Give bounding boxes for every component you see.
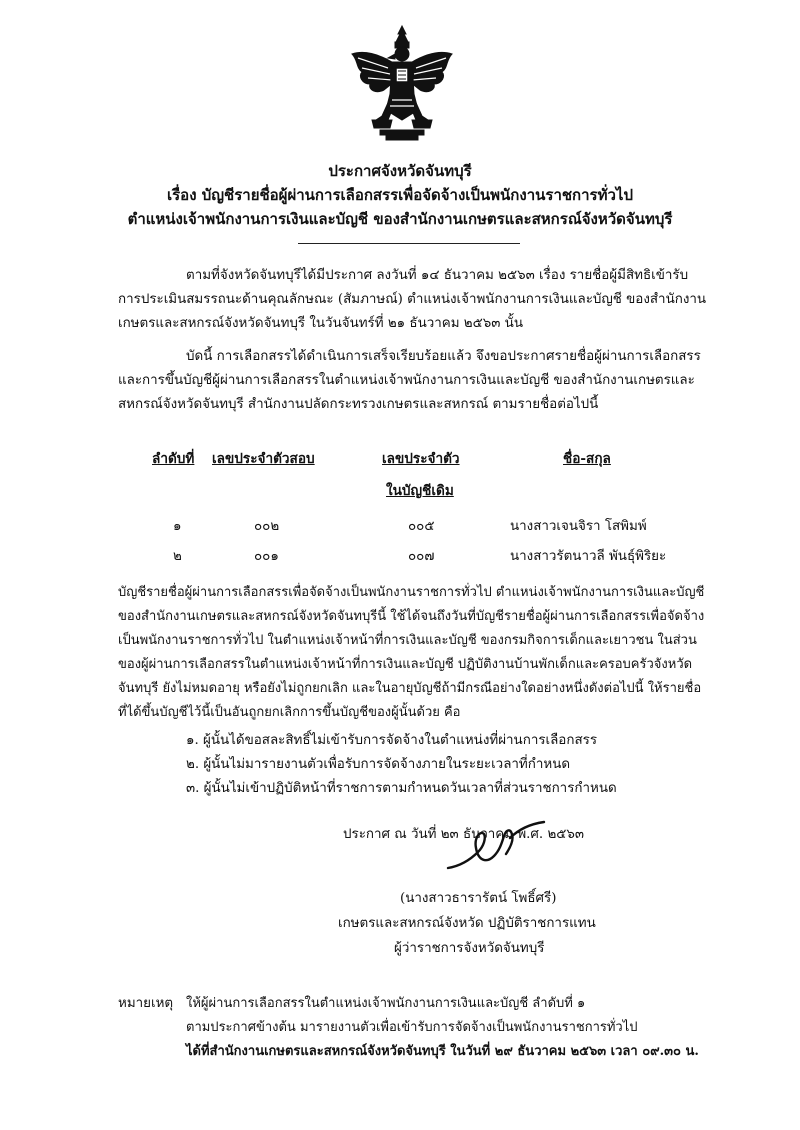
announcement-position: ตำแหน่งเจ้าพนักงานการเงินและบัญชี ของสำนักงานเกษตรและสหกรณ์จังหวัดจันทบุรี [127, 210, 673, 228]
intro-line-2: การประเมินสมรรถนะด้านคุณลักษณะ (สัมภาษณ์) ตำแหน่งเจ้าพนักงานการเงินและบัญชี ของสำนักงาน [118, 292, 707, 307]
announce-line-1: บัดนี้ การเลือกสรรได้ดำเนินการเสร็จเรียบร้อยแล้ว จึงขอประกาศรายชื่อผู้ผ่านการเลือกสรร [186, 349, 701, 364]
note-line-1: ให้ผู้ผ่านการเลือกสรรในตำแหน่งเจ้าพนักงานการเงินและบัญชี ลำดับที่ ๑ [186, 996, 586, 1011]
announcement-subject: เรื่อง บัญชีรายชื่อผู้ผ่านการเลือกสรรเพื่อจัดจ้างเป็นพนักงานราชการทั่วไป [167, 186, 633, 204]
announce-line-3: สหกรณ์จังหวัดจันทบุรี สำนักงานปลัดกระทรวงเกษตรและสหกรณ์ ตามรายชื่อต่อไปนี้ [118, 397, 599, 412]
header-old-id-line2: ในบัญชีเดิม [386, 483, 454, 499]
intro-line-1: ตามที่จังหวัดจันทบุรีได้มีประกาศ ลงวันที่ ๑๔ ธันวาคม ๒๕๖๓ เรื่อง รายชื่อผู้มีสิทธิเข้ารับ [186, 268, 689, 283]
body-line-1: บัญชีรายชื่อผู้ผ่านการเลือกสรรเพื่อจัดจ้างเป็นพนักงานราชการทั่วไป ตำแหน่งเจ้าพนักงานการเงินและบัญชี [118, 585, 705, 600]
row-1-exam-id: ๐๐๒ [254, 519, 280, 534]
note-line-2: ตามประกาศข้างต้น มารายงานตัวเพื่อเข้ารับการจัดจ้างเป็นพนักงานราชการทั่วไป [186, 1020, 638, 1035]
body-line-4: ของผู้ผ่านการเลือกสรรในตำแหน่งเจ้าหน้าที่การเงินและบัญชี ปฏิบัติงานบ้านพักเด็กและครอบครัวจังหวัด [118, 657, 693, 672]
condition-item-3: ๓. ผู้นั้นไม่เข้าปฏิบัติหน้าที่ราชการตามกำหนดวันเวลาที่ส่วนราชการกำหนด [186, 781, 617, 796]
body-line-6: ที่ได้ขึ้นบัญชีไว้นี้เป็นอันถูกยกเลิกการขึ้นบัญชีของผู้นั้นด้วย คือ [118, 705, 461, 720]
body-line-3: เป็นพนักงานราชการทั่วไป ในตำแหน่งเจ้าหน้าที่การเงินและบัญชี ของกรมกิจการเด็กและเยาวชน ในส่วน [118, 633, 697, 648]
row-2-exam-id: ๐๐๑ [254, 549, 279, 564]
note-label: หมายเหตุ [118, 996, 174, 1011]
title-divider [298, 243, 520, 244]
announcement-title: ประกาศจังหวัดจันทบุรี [328, 162, 472, 180]
row-1-name: นางสาวเจนจิรา โสพิมพ์ [510, 519, 647, 534]
signature-icon [440, 808, 550, 878]
row-2-order: ๒ [173, 549, 182, 564]
condition-item-1: ๑. ผู้นั้นได้ขอสละสิทธิ์ไม่เข้ารับการจัดจ้างในตำแหน่งที่ผ่านการเลือกสรร [186, 733, 598, 748]
signatory-position: เกษตรและสหกรณ์จังหวัด ปฏิบัติราชการแทน [338, 916, 596, 931]
announce-line-2: และการขึ้นบัญชีผู้ผ่านการเลือกสรรในตำแหน่งเจ้าพนักงานการเงินและบัญชี ของสำนักงานเกษตรและ [118, 373, 695, 388]
garuda-emblem-icon [348, 24, 456, 142]
intro-line-3: เกษตรและสหกรณ์จังหวัดจันทบุรี ในวันจันทร์ที่ ๒๑ ธันวาคม ๒๕๖๓ นั้น [118, 316, 523, 331]
body-line-5: จันทบุรี ยังไม่หมดอายุ หรือยังไม่ถูกยกเลิก และในอายุบัญชีถ้ามีกรณีอย่างใดอย่างหนึ่งดังต่อไปนี้ ให้รายชื่อ [118, 681, 702, 696]
row-2-old-id: ๐๐๗ [408, 549, 435, 564]
condition-item-2: ๒. ผู้นั้นไม่มารายงานตัวเพื่อรับการจัดจ้างภายในระยะเวลาที่กำหนด [186, 757, 571, 772]
row-2-name: นางสาวรัตนาวลี พันธุ์พิริยะ [510, 549, 667, 564]
header-old-id: เลขประจำตัว [382, 451, 460, 467]
body-line-2: ของสำนักงานเกษตรและสหกรณ์จังหวัดจันทบุรีนี้ ใช้ได้จนถึงวันที่บัญชีรายชื่อผู้ผ่านการเลือกสรรเพื่อจัดจ้าง [118, 609, 705, 624]
row-1-old-id: ๐๐๕ [408, 519, 435, 534]
header-order: ลำดับที่ [152, 451, 195, 467]
row-1-order: ๑ [173, 519, 182, 534]
announcement-date: ประกาศ ณ วันที่ ๒๓ ธันวาคม พ.ศ. ๒๕๖๓ [343, 827, 585, 842]
signatory-name: (นางสาวธารารัตน์ โพธิ์ศรี) [400, 891, 557, 906]
header-name: ชื่อ-สกุล [563, 451, 611, 467]
header-exam-id: เลขประจำตัวสอบ [212, 451, 315, 467]
note-line-3: ได้ที่สำนักงานเกษตรและสหกรณ์จังหวัดจันทบุรี ในวันที่ ๒๙ ธันวาคม ๒๕๖๓ เวลา ๐๙.๓๐ น. [186, 1044, 699, 1059]
signatory-position-2: ผู้ว่าราชการจังหวัดจันทบุรี [394, 941, 545, 956]
